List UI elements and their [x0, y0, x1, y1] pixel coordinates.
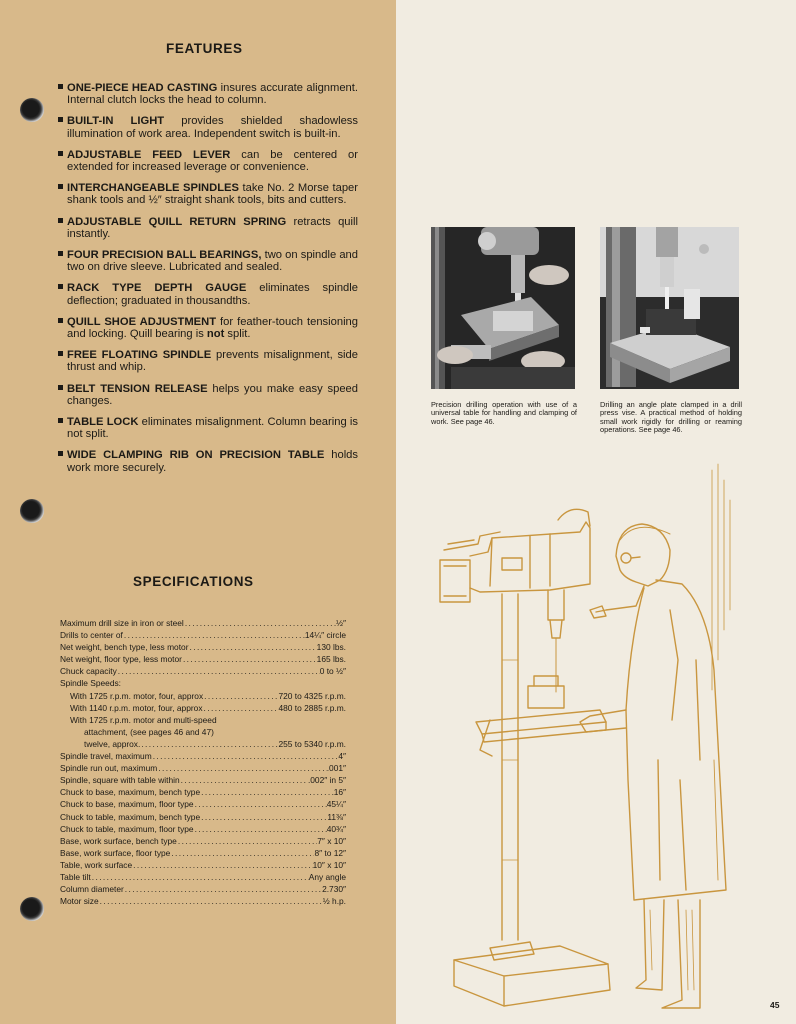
- bullet-icon: [58, 251, 63, 256]
- spec-row: [60, 750, 346, 762]
- feature-description: prevents misalignment, side thrust and whip.: [67, 349, 358, 374]
- feature-description: holds work more securely.: [67, 449, 358, 474]
- spec-value: 10″ x 10″: [312, 859, 346, 870]
- feature-title: ADJUSTABLE FEED LEVER: [67, 148, 231, 161]
- feature-description: provides shielded shadowless illumination of work area. Independent switch is built-in.: [67, 115, 358, 140]
- spec-value: ½ h.p.: [322, 896, 346, 907]
- spec-value: Any angle: [308, 871, 346, 882]
- feature-description: for feather-touch tensioning and locking. Quill bearing is: [67, 315, 358, 341]
- spec-row: [60, 859, 346, 871]
- feature-item: [58, 249, 358, 273]
- bullet-icon: [58, 151, 63, 156]
- spec-value: 165 lbs.: [316, 654, 346, 665]
- spec-row: [60, 702, 346, 714]
- spec-row: [60, 835, 346, 847]
- feature-title: RACK TYPE DEPTH GAUGE: [67, 282, 247, 295]
- dot-leader: [117, 665, 320, 677]
- feature-title: BUILT-IN LIGHT: [67, 115, 165, 128]
- feature-item: [58, 282, 358, 306]
- dot-leader: [91, 871, 309, 883]
- bullet-icon: [58, 84, 63, 89]
- spec-value: 4″: [338, 751, 346, 762]
- spec-row: [60, 641, 346, 653]
- spec-label: Motor size: [60, 896, 99, 907]
- dot-leader: [99, 895, 323, 907]
- dot-leader: [124, 883, 322, 895]
- spec-row: [60, 811, 346, 823]
- spec-value: 2.730″: [322, 884, 346, 895]
- dot-leader: [200, 811, 327, 823]
- spec-row: [60, 738, 346, 750]
- photo-universal-table: [431, 227, 575, 389]
- bullet-icon: [58, 351, 63, 356]
- spec-label: Net weight, bench type, less motor: [60, 642, 189, 653]
- spec-value: 255 to 5340 r.p.m.: [278, 738, 346, 749]
- spec-value: 0 to ½″: [319, 666, 346, 677]
- spec-label: Chuck to table, maximum, bench type: [60, 811, 201, 822]
- spec-row: [60, 847, 346, 859]
- bullet-icon: [58, 418, 63, 423]
- bullet-icon: [58, 117, 63, 122]
- feature-title: INTERCHANGEABLE SPINDLES: [67, 182, 239, 195]
- dot-leader: [132, 859, 312, 871]
- dot-leader: [157, 762, 326, 774]
- spec-row: [60, 871, 346, 883]
- spec-value: 8″ to 12″: [314, 847, 346, 858]
- feature-item: [58, 216, 358, 240]
- spec-label: Table tilt: [60, 871, 91, 882]
- spec-value: 480 to 2885 r.p.m.: [278, 702, 346, 713]
- spec-value: 16″: [333, 787, 346, 798]
- bullet-icon: [58, 451, 63, 456]
- photo-caption: Drilling an angle plate clamped in a drill press vise. A practical method of holding small work rigidly for drilling or reaming operations. See page 46.: [600, 400, 742, 435]
- dot-leader: [184, 617, 336, 629]
- feature-description: retracts quill instantly.: [67, 215, 358, 240]
- spec-row: [60, 617, 346, 629]
- feature-item: [58, 182, 358, 206]
- feature-title: TABLE LOCK: [67, 416, 139, 429]
- spec-row: [60, 895, 346, 907]
- dot-leader: [177, 835, 317, 847]
- spec-row: [60, 823, 346, 835]
- feature-item: [58, 416, 358, 440]
- photo-universal-table-image: [431, 227, 575, 389]
- dot-leader: [140, 738, 278, 750]
- feature-description: eliminates misalignment. Column bearing is not split.: [67, 416, 358, 441]
- feature-item: [58, 82, 358, 106]
- spec-row: [60, 726, 346, 738]
- spec-label: Column diameter: [60, 884, 124, 895]
- punch-hole: [20, 897, 44, 921]
- spec-label: Spindle run out, maximum: [60, 763, 158, 774]
- spec-label: Spindle, square with table within: [60, 775, 180, 786]
- dot-leader: [203, 702, 279, 714]
- spec-row: [60, 677, 346, 689]
- bullet-icon: [58, 184, 63, 189]
- spec-value: 40¾″: [326, 823, 346, 834]
- bullet-icon: [58, 284, 63, 289]
- feature-title: BELT TENSION RELEASE: [67, 382, 208, 395]
- spec-label: Chuck to table, maximum, floor type: [60, 823, 194, 834]
- spec-value: .001″: [326, 763, 346, 774]
- feature-description: take No. 2 Morse taper shank tools and ½″ straight shank tools, bits and cutters.: [67, 182, 358, 207]
- dot-leader: [170, 847, 314, 859]
- drill-press-operator-illustration: [430, 460, 770, 1015]
- spec-label: Net weight, floor type, less motor: [60, 654, 182, 665]
- feature-title: ADJUSTABLE QUILL RETURN SPRING: [67, 215, 287, 228]
- spec-row: [60, 798, 346, 810]
- spec-label: Spindle travel, maximum: [60, 751, 152, 762]
- feature-item: [58, 115, 358, 139]
- feature-title: WIDE CLAMPING RIB ON PRECISION TABLE: [67, 449, 325, 462]
- feature-title: QUILL SHOE ADJUSTMENT: [67, 315, 217, 328]
- spec-row: [60, 774, 346, 786]
- feature-emphasis: not: [206, 328, 225, 341]
- spec-value: 720 to 4325 r.p.m.: [278, 690, 346, 701]
- spec-value: .002″ in 5″: [307, 775, 346, 786]
- spec-label: Base, work surface, floor type: [60, 847, 171, 858]
- spec-row: [60, 786, 346, 798]
- dot-leader: [203, 690, 278, 702]
- spec-label: Base, work surface, bench type: [60, 835, 177, 846]
- spec-label: twelve, approx.: [84, 738, 141, 749]
- spec-row: [60, 762, 346, 774]
- page-number: 45: [770, 1000, 780, 1010]
- feature-item: [58, 349, 358, 373]
- photo-angle-plate: [600, 227, 739, 389]
- dot-leader: [188, 641, 316, 653]
- specifications-heading: SPECIFICATIONS: [133, 574, 254, 589]
- dot-leader: [152, 750, 339, 762]
- feature-description: insures accurate alignment. Internal clutch locks the head to column.: [67, 82, 358, 107]
- features-list: [58, 82, 358, 483]
- spec-label: Chuck to base, maximum, floor type: [60, 799, 194, 810]
- spec-value: 11⅜″: [327, 811, 346, 822]
- bullet-icon: [58, 218, 63, 223]
- spec-value: 130 lbs.: [316, 642, 346, 653]
- feature-description: can be centered or extended for increased leverage or convenience.: [67, 148, 358, 174]
- feature-description: two on spindle and two on drive sleeve. Lubricated and sealed.: [67, 249, 358, 274]
- spec-row: [60, 714, 346, 726]
- feature-title: FOUR PRECISION BALL BEARINGS,: [67, 249, 262, 262]
- feature-title: ONE-PIECE HEAD CASTING: [67, 82, 218, 94]
- spec-value: 45¼″: [326, 799, 346, 810]
- punch-hole: [20, 499, 44, 523]
- dot-leader: [194, 798, 327, 810]
- spec-label: attachment, (see pages 46 and 47): [84, 726, 214, 737]
- photo-caption: Precision drilling operation with use of a universal table for handling and clamping of work. See page 46.: [431, 400, 577, 426]
- specifications-table: [60, 617, 346, 907]
- dot-leader: [180, 774, 308, 786]
- spec-label: Drills to center of: [60, 630, 123, 641]
- bullet-icon: [58, 318, 63, 323]
- spec-value: 14¼″ circle: [304, 630, 346, 641]
- photo-angle-plate-image: [600, 227, 739, 389]
- spec-label: Spindle Speeds:: [60, 678, 121, 689]
- spec-row: [60, 665, 346, 677]
- spec-row: [60, 690, 346, 702]
- spec-row: [60, 653, 346, 665]
- feature-description: helps you make easy speed changes.: [67, 382, 358, 407]
- spec-row: [60, 629, 346, 641]
- spec-label: With 1725 r.p.m. motor, four, approx: [70, 690, 204, 701]
- spec-row: [60, 883, 346, 895]
- dot-leader: [194, 823, 327, 835]
- dot-leader: [182, 653, 317, 665]
- punch-hole: [20, 98, 44, 122]
- spec-label: Chuck to base, maximum, bench type: [60, 787, 201, 798]
- bullet-icon: [58, 385, 63, 390]
- spec-label: Table, work surface: [60, 859, 133, 870]
- feature-item: [58, 316, 358, 340]
- feature-description: eliminates spindle deflection; graduated in thousandths.: [67, 282, 358, 307]
- feature-item: [58, 449, 358, 473]
- dot-leader: [200, 786, 334, 798]
- spec-value: ½″: [336, 618, 346, 628]
- feature-item: [58, 149, 358, 173]
- features-heading: FEATURES: [166, 41, 243, 56]
- feature-title: FREE FLOATING SPINDLE: [67, 349, 212, 362]
- feature-description-end: split.: [224, 328, 251, 341]
- spec-label: Maximum drill size in iron or steel: [60, 618, 184, 628]
- dot-leader: [123, 629, 305, 641]
- spec-label: With 1725 r.p.m. motor and multi-speed: [70, 714, 217, 725]
- spec-value: 7″ x 10″: [317, 835, 346, 846]
- spec-label: With 1140 r.p.m. motor, four, approx: [70, 702, 203, 713]
- feature-item: [58, 383, 358, 407]
- spec-label: Chuck capacity: [60, 666, 117, 677]
